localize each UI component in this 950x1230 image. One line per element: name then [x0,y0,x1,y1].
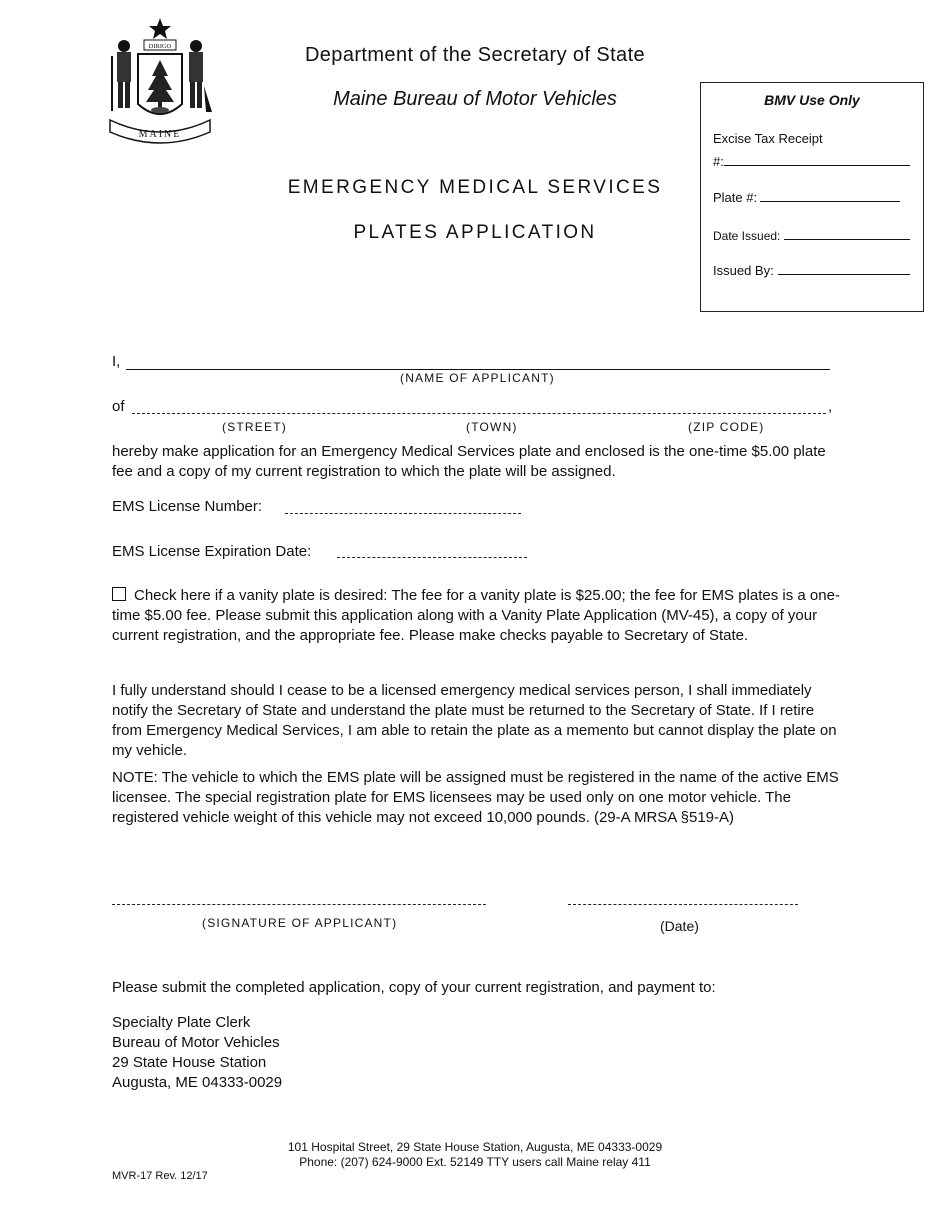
department-title: Department of the Secretary of State [304,44,646,66]
applicant-of-label: of [112,398,125,415]
mailing-address [112,1013,282,1093]
footer-address: 101 Hospital Street, 29 State House Station, Augusta, ME 04333-0029 [287,1140,663,1154]
seal-motto-text: DIRIGO [148,43,172,50]
date-issued-label: Date Issued: [713,229,781,243]
understanding-paragraph: I fully understand should I cease to be a licensed emergency medical services person, I shall immediately notify the Secretary of State and understand the plate must be returned to the Secretary of State. If I retire from Emergency Medical Services, I am able to retain the plate as a memento but cannot display the plate on my vehicle. [112,682,837,759]
footer-phone: Phone: (207) 624-9000 Ext. 52149 TTY users call Maine relay 411 [299,1155,651,1169]
date-issued-field[interactable] [713,227,910,243]
vanity-plate-text: Check here if a vanity plate is desired: The fee for a vanity plate is $25.00; the fee for EMS plates is a one-time $5.00 fee. Please submit this application along with a Vanity Plate Application (MV-45), a copy of your current registration, and the appropriate fee. Please make checks payable to Secretary of State. [112,587,840,644]
issued-by-label: Issued By: [713,263,774,278]
date-field[interactable] [568,904,798,905]
ems-license-number-label: EMS License Number: [112,498,263,515]
name-caption: (NAME OF APPLICANT) [400,371,555,385]
signature-field[interactable] [112,904,486,905]
bmv-use-only-box [700,82,924,312]
applicant-i-label: I, [112,353,121,370]
date-caption: (Date) [660,918,699,934]
address-line-1: Specialty Plate Clerk [112,1014,251,1031]
applicant-address-field[interactable] [132,413,826,414]
ems-expiration-label: EMS License Expiration Date: [112,543,312,560]
footer-contact [180,1140,770,1170]
issued-by-field[interactable] [713,262,910,278]
form-title-line2: PLATES APPLICATION [353,222,597,243]
ems-expiration-row [112,542,311,562]
signature-caption: (SIGNATURE OF APPLICANT) [202,916,398,930]
excise-receipt-label: Excise Tax Receipt [713,131,823,146]
form-title-line1: EMERGENCY MEDICAL SERVICES [287,177,663,198]
plate-number-label: Plate #: [713,190,758,205]
submission-instructions: Please submit the completed application, copy of your current registration, and payment to: [112,979,716,996]
town-caption: (TOWN) [466,420,518,434]
street-caption: (STREET) [222,420,287,434]
bureau-title: Maine Bureau of Motor Vehicles [333,88,617,110]
ems-expiration-field[interactable] [337,557,527,558]
address-line-3: 29 State House Station [112,1054,267,1071]
vanity-plate-checkbox[interactable] [112,587,126,601]
vanity-plate-paragraph [112,586,840,646]
zip-caption: (ZIP CODE) [688,420,765,434]
address-line-4: Augusta, ME 04333-0029 [112,1074,283,1091]
note-paragraph: NOTE: The vehicle to which the EMS plate will be assigned must be registered in the name of the active EMS licensee. The special registration plate for EMS licensees may be used only on one motor vehicle. The registered vehicle weight of this vehicle may not exceed 10,000 pounds. (29-A MRSA §519-A) [112,769,839,826]
excise-number-label: #: [713,154,724,169]
address-line-2: Bureau of Motor Vehicles [112,1034,280,1051]
excise-receipt-field[interactable] [713,153,910,169]
application-statement: hereby make application for an Emergency Medical Services plate and enclosed is the one-time $5.00 plate fee and a copy of my current registration to which the plate will be assigned. [112,443,826,480]
ems-license-number-field[interactable] [285,513,521,514]
plate-number-field[interactable] [713,189,900,205]
seal-maine-text: MAINE [138,129,182,140]
bmv-box-title: BMV Use Only [764,92,860,108]
form-number: MVR-17 Rev. 12/17 [112,1170,208,1182]
applicant-name-field[interactable] [126,369,830,370]
address-comma: , [828,398,833,415]
maine-state-seal [104,16,216,146]
ems-license-number-row [112,497,262,517]
